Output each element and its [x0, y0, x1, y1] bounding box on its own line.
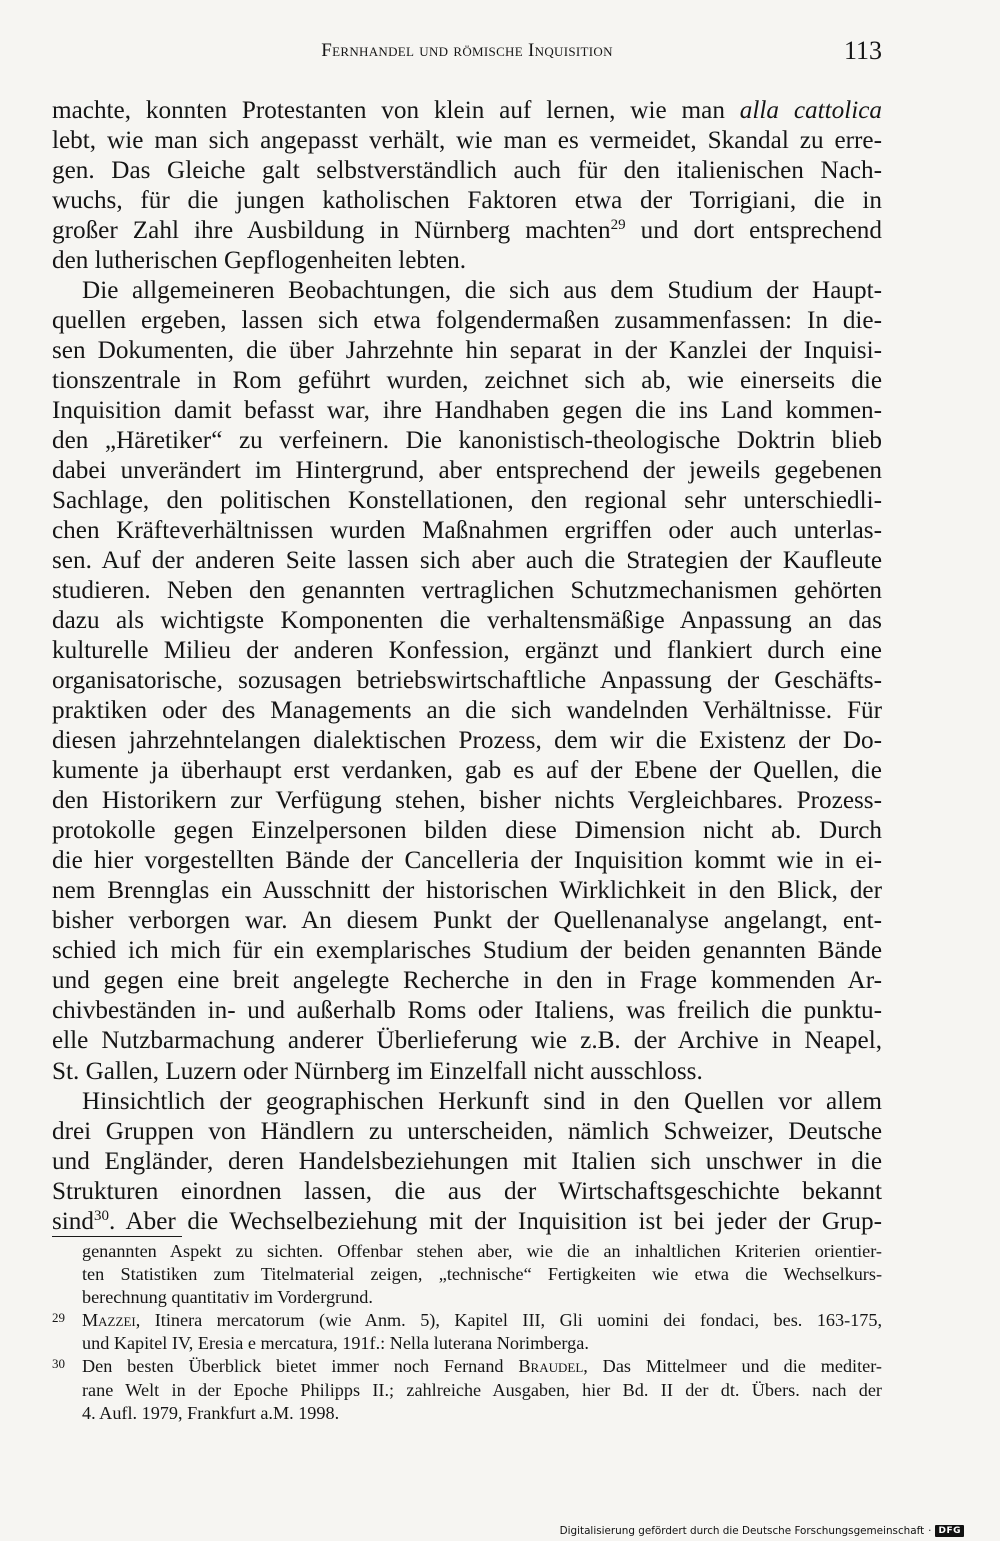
text-line: diesen jahrzehntelangen dialektischen Prozess, dem wir die Existenz der Do-	[52, 727, 882, 755]
page-number: 113	[843, 36, 882, 65]
text-line: praktiken oder des Managements an die sich wandelnden Verhältnisse. Für	[52, 697, 882, 725]
footnote-line: ten Statistiken zum Titelmaterial zeigen, „technische“ Fertigkeiten wie etwa die Wechselkurs-	[82, 1264, 882, 1285]
text-line: dabei unverändert im Hintergrund, aber entsprechend der jeweils gegebenen	[52, 457, 882, 485]
text-line: gen. Das Gleiche galt selbstverständlich auch für den italienischen Nach-	[52, 157, 882, 185]
running-head	[52, 36, 882, 76]
text-line: den lutherischen Gepflogenheiten lebten.	[52, 247, 467, 275]
text-line: kulturelle Milieu der anderen Konfession, ergänzt und flankiert durch eine	[52, 637, 882, 665]
text-line: dazu als wichtigste Komponenten die verhaltensmäßige Anpassung an das	[52, 607, 882, 635]
body-text	[52, 96, 882, 1237]
text-line: wuchs, für die jungen katholischen Faktoren etwa der Torrigiani, die in	[52, 187, 882, 215]
footnote-line: genannten Aspekt zu sichten. Offenbar stehen aber, wie die an inhaltlichen Kriterien orientier-	[82, 1241, 882, 1261]
text-line: kumente ja überhaupt erst verdanken, gab es auf der Ebene der Quellen, die	[52, 757, 882, 785]
footnote-line: berechnung quantitativ im Vordergrund.	[82, 1287, 373, 1308]
text-line: chen Kräfteverhältnissen wurden Maßnahmen ergriffen oder auch unterlas-	[52, 517, 882, 545]
text-line: chivbeständen in- und außerhalb Roms oder Italiens, was freilich die punktu-	[52, 997, 882, 1025]
text-line: sen. Auf der anderen Seite lassen sich aber auch die Strategien der Kaufleute	[52, 547, 882, 575]
italic-phrase: alla cattolica	[739, 97, 882, 124]
text-line: die hier vorgestellten Bände der Cancelleria der Inquisition kommt wie in ei-	[52, 847, 882, 875]
text-line: großer Zahl ihre Ausbildung in Nürnberg machten$^{29}$ und dort entsprechend	[52, 217, 882, 245]
text-line: Inquisition damit befasst war, ihre Handhaben gegen die ins Land kommen-	[52, 397, 882, 425]
text-line: sen Dokumenten, die über Jahrzehnte hin separat in der Kanzlei der Inquisi-	[52, 337, 882, 365]
text-line: nem Brennglas ein Ausschnitt der historischen Wirklichkeit in den Blick, der	[52, 877, 882, 905]
footnote-30: 30 Den besten Überblick bietet immer noch Fernand Braudel, Das Mittelmeer und die mediter-	[52, 1355, 882, 1378]
text-line: den Historikern zur Verfügung stehen, bisher nichts Vergleichbares. Prozess-	[52, 787, 882, 815]
footnote-number: 29	[52, 1310, 65, 1326]
running-head-title: Fernhandel und römische Inquisition	[321, 40, 613, 61]
text-line: Hinsichtlich der geographischen Herkunft sind in den Quellen vor allem	[82, 1087, 882, 1115]
text-line: elle Nutzbarmachung anderer Überlieferung wie z.B. der Archive in Neapel,	[52, 1027, 882, 1055]
text-line: protokolle gegen Einzelpersonen bilden diese Dimension nicht ab. Durch	[52, 817, 882, 845]
text-line: St. Gallen, Luzern oder Nürnberg im Einzelfall nicht ausschloss.	[52, 1057, 703, 1085]
digitization-notice	[560, 1523, 964, 1539]
text-line: den „Häretiker“ zu verfeinern. Die kanonistisch-theologische Doktrin blieb	[52, 427, 882, 455]
text-line: studieren. Neben den genannten vertraglichen Schutzmechanismen gehörten	[52, 577, 882, 605]
text-line: lebt, wie man sich angepasst verhält, wie man es vermeidet, Skandal zu erre-	[52, 127, 882, 155]
text-line: bisher verborgen war. An diesem Punkt der Quellenanalyse angelangt, ent-	[52, 907, 882, 935]
text-line: machte, konnten Protestanten von klein auf lernen, wie man alla cattolica	[52, 97, 882, 124]
text-line: Sachlage, den politischen Konstellationen, den regional sehr unterschiedli-	[52, 487, 882, 515]
text-line: quellen ergeben, lassen sich etwa folgendermaßen zusammenfassen: In die-	[52, 307, 882, 335]
text-line: Strukturen einordnen lassen, die aus der Wirtschaftsgeschichte bekannt	[52, 1177, 882, 1205]
footnote-line: 4. Aufl. 1979, Frankfurt a.M. 1998.	[82, 1402, 340, 1423]
separator-dot: ·	[928, 1525, 932, 1537]
footnote-29: 29 Mazzei, Itinera mercatorum (wie Anm. 5), Kapitel III, Gli uomini dei fondaci, bes. 163-175,	[52, 1309, 882, 1332]
footnote-line: und Kapitel IV, Eresia e mercatura, 191f.: Nella luterana Norimberga.	[82, 1333, 589, 1354]
dfg-logo-icon: DFG	[935, 1525, 964, 1537]
footnote-number: 30	[52, 1356, 65, 1372]
footnote-line: rane Welt in der Epoche Philipps II.; zahlreiche Ausgaben, hier Bd. II der dt. Übers. nach der	[82, 1379, 882, 1400]
text-line: organisatorische, sozusagen betriebswirtschaftliche Anpassung der Geschäfts-	[52, 667, 882, 695]
text-line: und gegen eine breit angelegte Recherche in den in Frage kommenden Ar-	[52, 967, 882, 995]
author-name: Mazzei	[82, 1310, 136, 1331]
text-line: und Engländer, deren Handelsbeziehungen mit Italien sich unschwer in die	[52, 1147, 882, 1175]
footnote-ref-30[interactable]: 30	[94, 1207, 109, 1224]
text-line: sind$^{30}$. Aber die Wechselbeziehung mit der Inquisition ist bei jeder der Grup-	[52, 1207, 882, 1235]
text-line: tionszentrale in Rom geführt wurden, zeichnet sich ab, wie einerseits die	[52, 367, 882, 395]
text-line: schied ich mich für ein exemplarisches Studium der beiden genannten Bände	[52, 937, 882, 965]
digitization-text: Digitalisierung gefördert durch die Deutsche Forschungsgemeinschaft	[559, 1525, 925, 1537]
text-line: drei Gruppen von Händlern zu unterscheiden, nämlich Schweizer, Deutsche	[52, 1117, 882, 1145]
footnotes	[52, 1240, 882, 1425]
text-line: Die allgemeineren Beobachtungen, die sich aus dem Studium der Haupt-	[82, 277, 882, 305]
author-name: Braudel	[518, 1356, 584, 1377]
footnote-separator	[52, 1236, 182, 1237]
footnote-ref-29[interactable]: 29	[610, 217, 626, 234]
